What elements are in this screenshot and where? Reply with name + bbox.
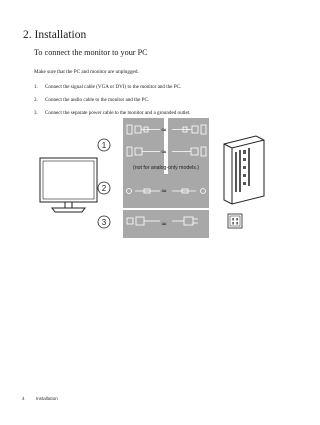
callout-2: 2 — [101, 184, 107, 193]
step-number: 3. — [34, 110, 38, 116]
power-outlet-icon — [228, 214, 242, 228]
step-callouts — [98, 139, 110, 228]
step-number: 2. — [34, 97, 38, 103]
pc-tower-illustration — [224, 136, 264, 204]
section-heading: 2. Installation — [23, 29, 87, 41]
callout-1: 1 — [101, 141, 107, 150]
page-number: 4 — [22, 396, 25, 401]
monitor-illustration — [40, 158, 97, 212]
connection-diagram — [38, 114, 268, 239]
svg-text:≈: ≈ — [161, 126, 167, 134]
svg-text:≈: ≈ — [161, 148, 167, 156]
footer-section: Installation — [35, 396, 58, 401]
step-text: Connect the separate power cable to the monitor and a grounded outlet. — [45, 110, 191, 116]
step-text: Connect the audio cable to the monitor and the PC. — [45, 97, 150, 103]
analog-only-note: (not for analog-only models.) — [132, 165, 200, 171]
step-item — [34, 97, 190, 103]
svg-text:≈: ≈ — [161, 220, 167, 228]
step-number: 1. — [34, 84, 38, 90]
step-text: Connect the signal cable (VGA or DVI) to the monitor and the PC. — [45, 84, 182, 90]
step-item — [34, 84, 190, 90]
page-footer — [22, 396, 58, 401]
callout-3: 3 — [101, 218, 107, 227]
intro-text: Make sure that the PC and monitor are unplugged. — [34, 69, 139, 75]
subsection-heading: To connect the monitor to your PC — [34, 48, 148, 57]
svg-text:≈: ≈ — [161, 187, 167, 195]
